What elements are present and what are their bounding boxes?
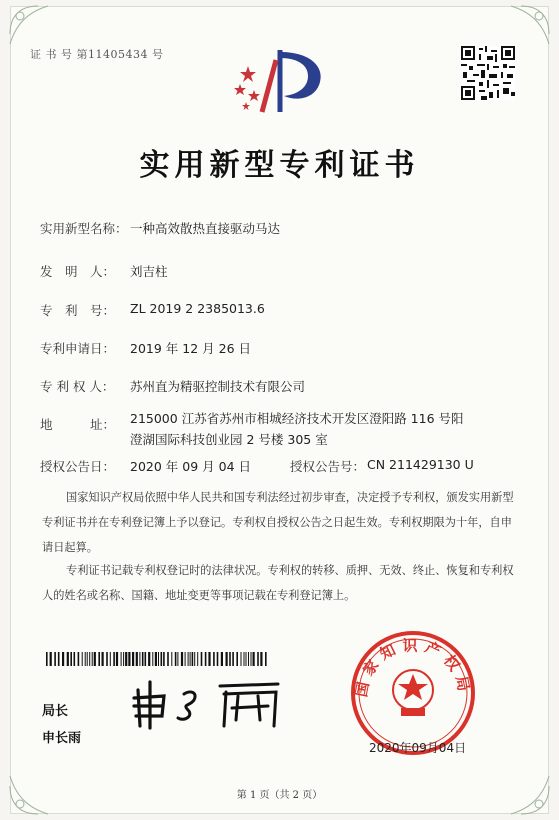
barcode-icon bbox=[46, 652, 270, 666]
svg-text:国家知识产权局: 国家知识产权局 bbox=[352, 636, 474, 699]
grant-number-value: CN 211429130 U bbox=[367, 457, 474, 472]
certificate-number: 证 书 号 第11405434 号 bbox=[30, 48, 164, 61]
legal-status-paragraph: 专利证书记载专利权登记时的法律状况。专利权的转移、质押、无效、终止、恢复和专利权人的姓名或名称、国籍、地址变更等事项记载在专利登记簿上。 bbox=[42, 564, 514, 602]
address-line-2: 澄湖国际科技创业园 2 号楼 305 室 bbox=[130, 432, 328, 447]
filing-date-value: 2019 年 12 月 26 日 bbox=[130, 341, 251, 356]
name-value: 一种高效散热直接驱动马达 bbox=[130, 221, 281, 236]
director-name: 申长雨 bbox=[42, 731, 82, 746]
director-title: 局长 bbox=[42, 704, 69, 719]
patent-number-label: 专 利 号： bbox=[40, 303, 116, 318]
grant-date-label: 授权公告日： bbox=[40, 459, 116, 474]
grant-statement-paragraph: 国家知识产权局依照中华人民共和国专利法经过初步审查，决定授予专利权，颁发实用新型专利证书并在专利登记簿上予以登记。专利权自授权公告之日起生效。专利权期限为十年，自申请日起算。 bbox=[42, 491, 514, 554]
patentee-label: 专 利 权 人： bbox=[40, 379, 115, 394]
grant-number-label: 授权公告号： bbox=[290, 459, 366, 474]
address-line-1: 215000 江苏省苏州市相城经济技术开发区澄阳路 116 号阳 bbox=[130, 411, 464, 426]
address-label: 地 址： bbox=[40, 417, 116, 432]
patentee-value: 苏州直为精驱控制技术有限公司 bbox=[130, 379, 306, 394]
inventor-label: 发 明 人： bbox=[40, 264, 116, 279]
name-label: 实用新型名称： bbox=[40, 221, 128, 236]
filing-date-label: 专利申请日： bbox=[40, 341, 116, 356]
certificate-title: 实用新型专利证书 bbox=[139, 148, 420, 183]
inventor-value: 刘吉柱 bbox=[130, 264, 168, 279]
page-footer: 第 1 页（共 2 页） bbox=[236, 790, 323, 801]
director-signature bbox=[128, 676, 288, 732]
patent-office-logo-icon bbox=[232, 46, 327, 116]
qr-code-icon bbox=[461, 46, 515, 100]
grant-date-value: 2020 年 09 月 04 日 bbox=[130, 459, 251, 474]
patent-number-value: ZL 2019 2 2385013.6 bbox=[130, 301, 265, 316]
seal-date: 2020年09月04日 bbox=[369, 741, 467, 755]
